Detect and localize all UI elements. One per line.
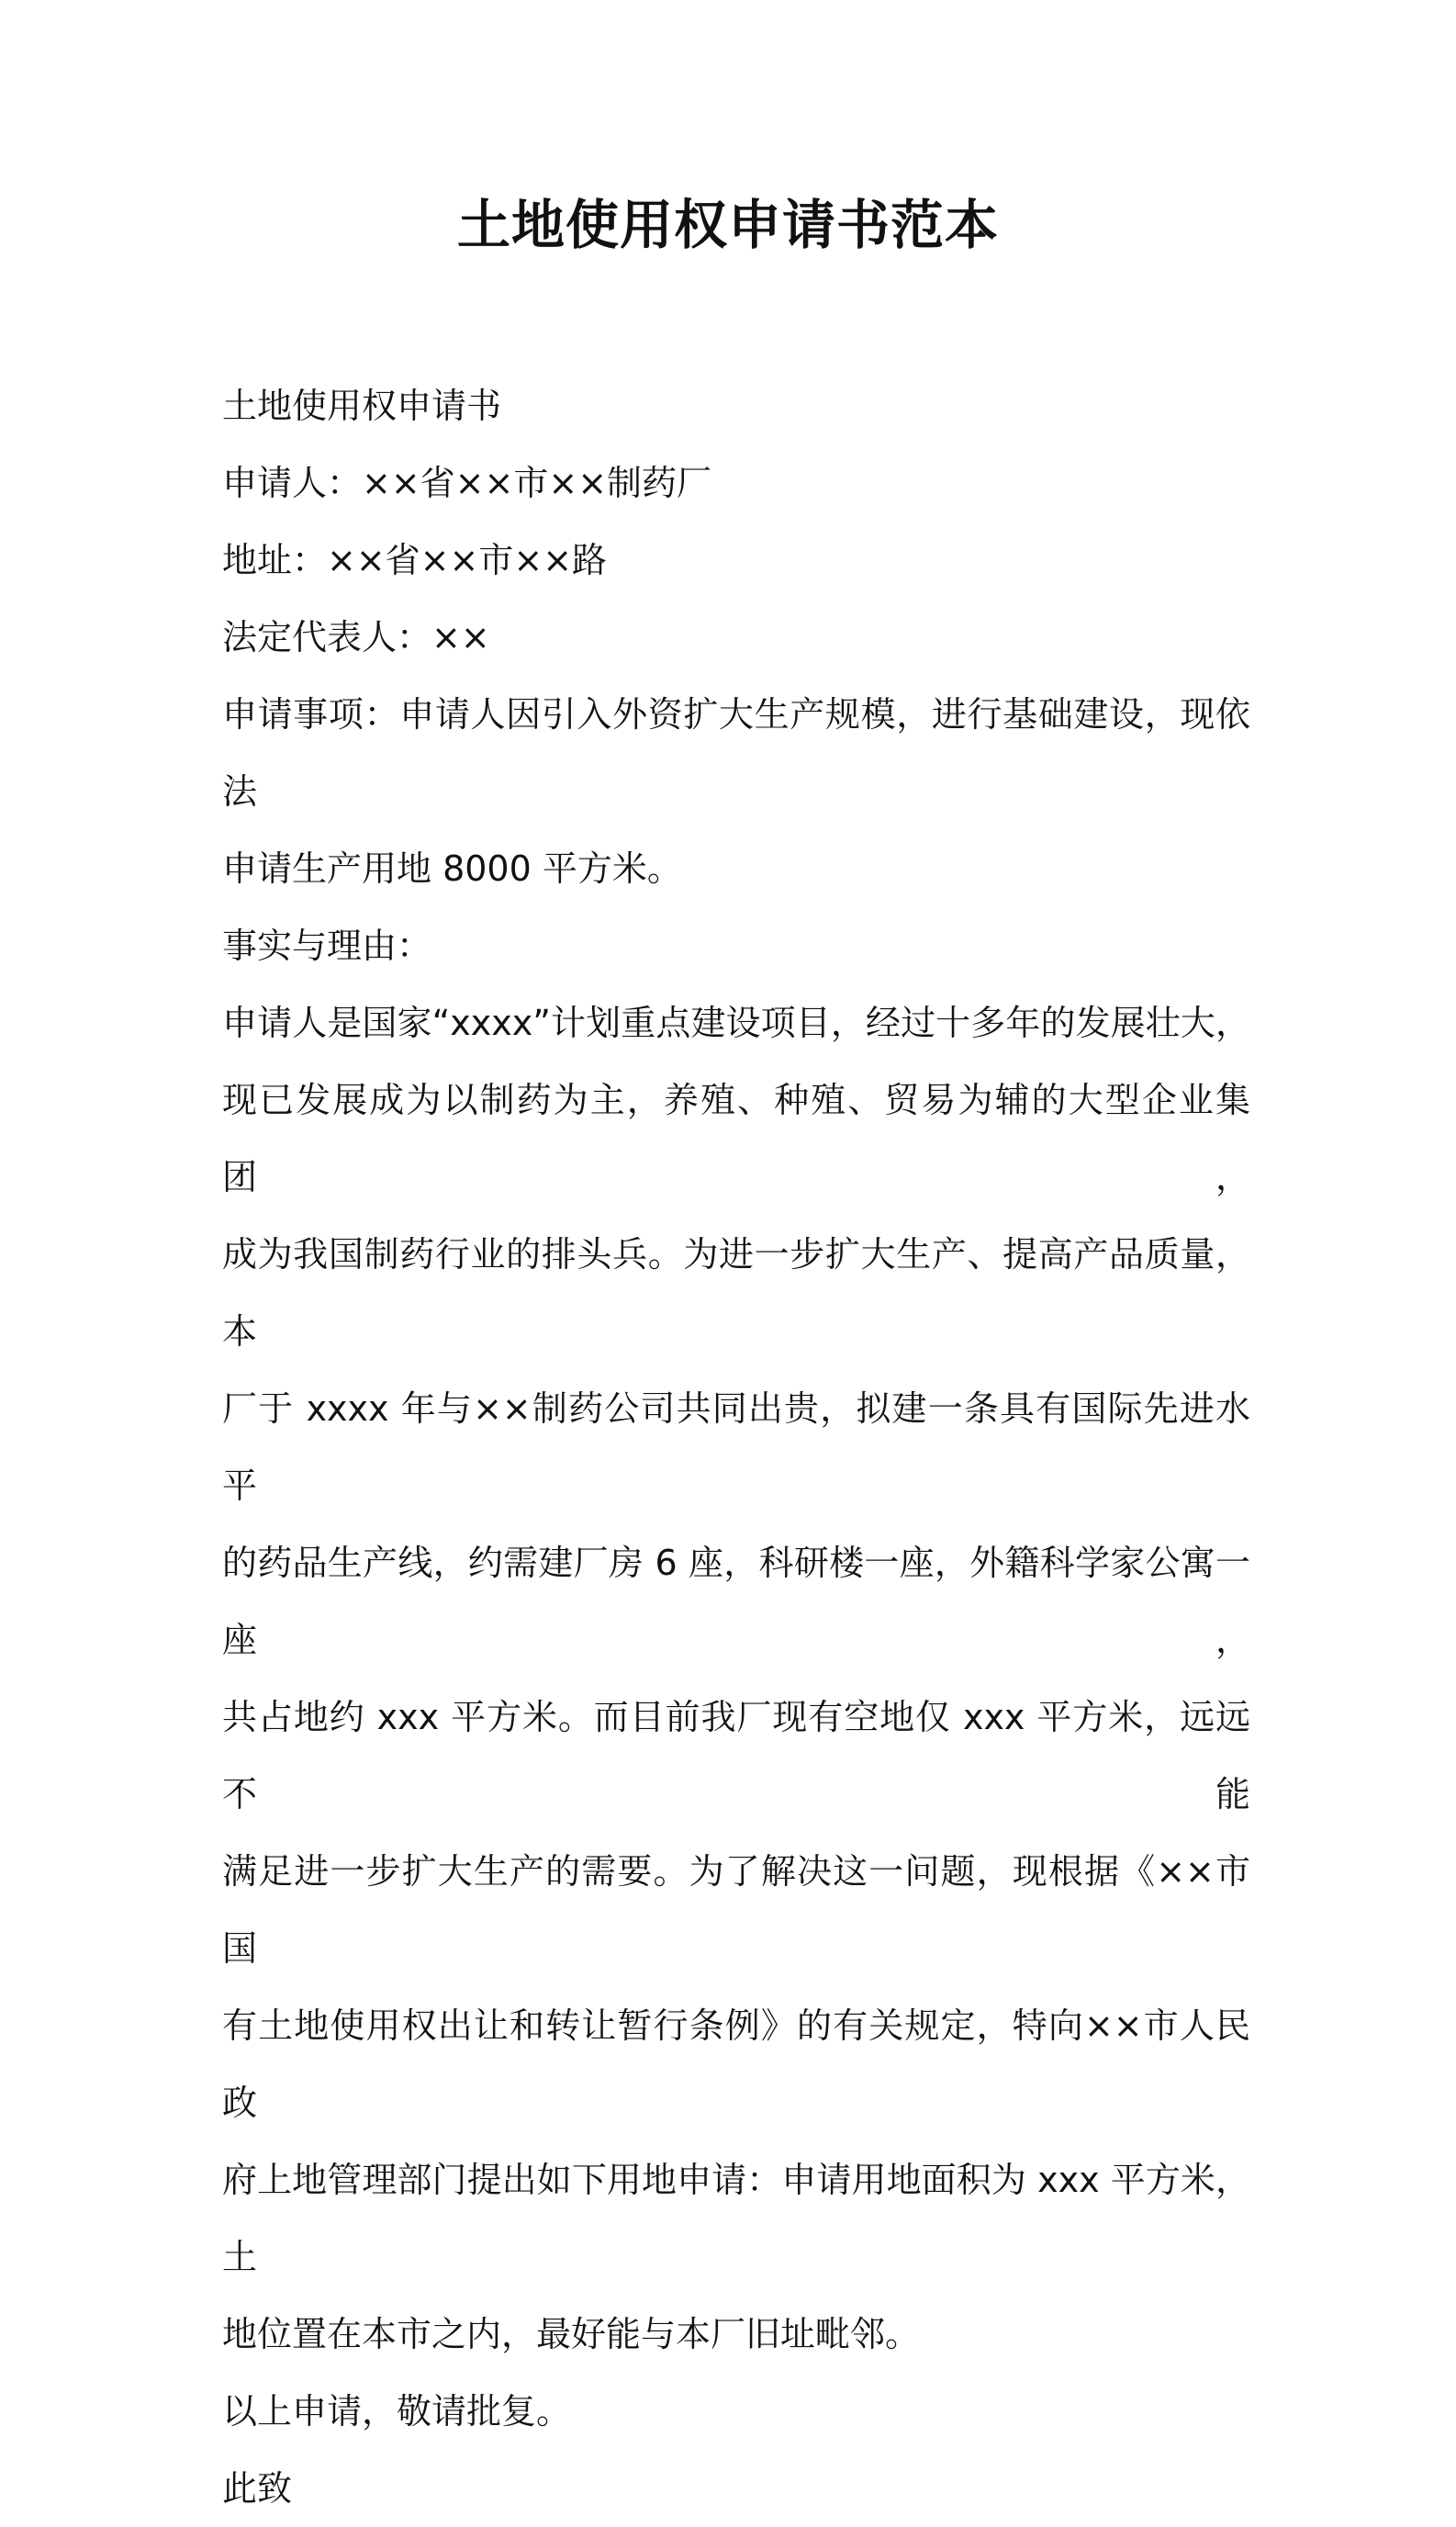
document-body	[222, 367, 1250, 2527]
facts-line-10: 地位置在本市之内，最好能与本厂旧址毗邻。	[222, 2314, 921, 2354]
application-item-line-1: 申请事项：申请人因引入外资扩大生产规模，进行基础建设，现依法	[222, 694, 1250, 812]
facts-line-5: 的药品生产线，约需建厂房 6 座，科研楼一座，外籍科学家公寓一座，	[222, 1543, 1250, 1660]
document-title: 土地使用权申请书范本	[456, 194, 999, 256]
applicant-line: 申请人：××省××市××制药厂	[222, 463, 712, 503]
facts-line-1: 申请人是国家“xxxx”计划重点建设项目，经过十多年的发展壮大，	[222, 1003, 1250, 1043]
facts-line-6: 共占地约 xxx 平方米。而目前我厂现有空地仅 xxx 平方米，远远不能	[222, 1697, 1250, 1814]
address-line: 地址：××省××市××路	[222, 540, 608, 580]
facts-line-8: 有土地使用权出让和转让暂行条例》的有关规定，特向××市人民政	[222, 2005, 1250, 2123]
facts-line-3: 成为我国制药行业的排头兵。为进一步扩大生产、提高产品质量，本	[222, 1234, 1250, 1352]
facts-line-4: 厂于 xxxx 年与××制药公司共同出贵，拟建一条具有国际先进水平	[222, 1388, 1250, 1506]
facts-line-2: 现已发展成为以制药为主，养殖、种殖、贸易为辅的大型企业集团，	[222, 1080, 1250, 1197]
facts-line-9: 府上地管理部门提出如下用地申请：申请用地面积为 xxx 平方米，土	[222, 2160, 1250, 2277]
facts-line-7: 满足进一步扩大生产的需要。为了解决这一问题，现根据《××市国	[222, 1851, 1250, 1969]
heading-line: 土地使用权申请书	[222, 386, 502, 426]
closing-request-line: 以上申请，敬请批复。	[222, 2391, 572, 2432]
facts-reasons-heading: 事实与理由：	[222, 926, 432, 966]
legal-representative-line: 法定代表人：××	[222, 617, 490, 657]
application-item-line-2: 申请生产用地 8000 平方米。	[222, 848, 682, 889]
salutation-line: 此致	[222, 2468, 293, 2509]
